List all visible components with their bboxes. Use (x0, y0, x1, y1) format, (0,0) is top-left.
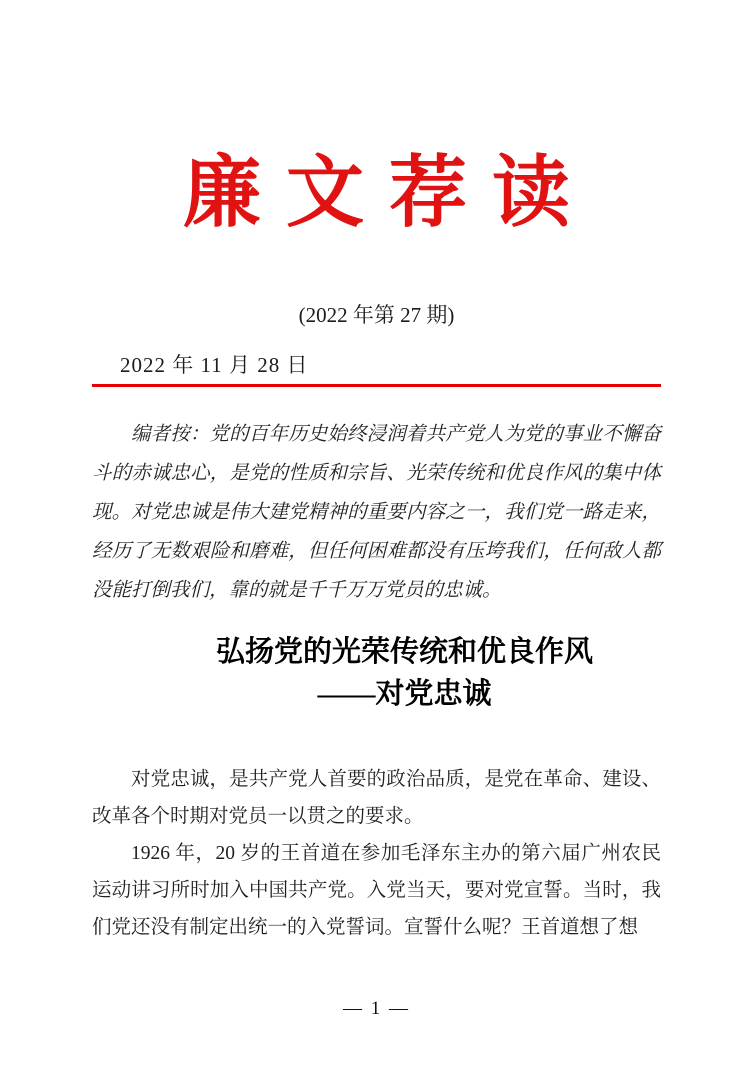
body-paragraph: 1926 年，20 岁的王首道在参加毛泽东主办的第六届广州农民运动讲习所时加入中国共产党。入党当天，要对党宣誓。当时，我们党还没有制定出统一的入党誓词。宣誓什么呢？王首道想了想 (92, 842, 661, 938)
publication-date: 2022 年 11 月 28 日 (120, 352, 309, 377)
article-title-line2: ——对党忠诚 (317, 677, 492, 710)
editor-note: 编者按：党的百年历史始终浸润着共产党人为党的事业不懈奋斗的赤诚忠心，是党的性质和宗旨、光荣传统和优良作风的集中体现。对党忠诚是伟大建党精神的重要内容之一，我们党一路走来，经历了无数艰险和磨难，但任何困难都没有压垮我们，任何敌人都没能打倒我们，靠的就是千千万万党员的忠诚。 (92, 421, 661, 601)
article-title-line1: 弘扬党的光荣传统和优良作风 (215, 635, 593, 668)
newsletter-title: 廉文荐读 (182, 149, 595, 236)
issue-number: (2022 年第 27 期) (298, 302, 455, 327)
article-title (120, 631, 689, 715)
red-divider (92, 384, 661, 387)
body-paragraph: 对党忠诚，是共产党人首要的政治品质，是党在革命、建设、改革各个时期对党员一以贯之的要求。 (92, 768, 661, 827)
page-number: — 1 — (343, 997, 410, 1019)
